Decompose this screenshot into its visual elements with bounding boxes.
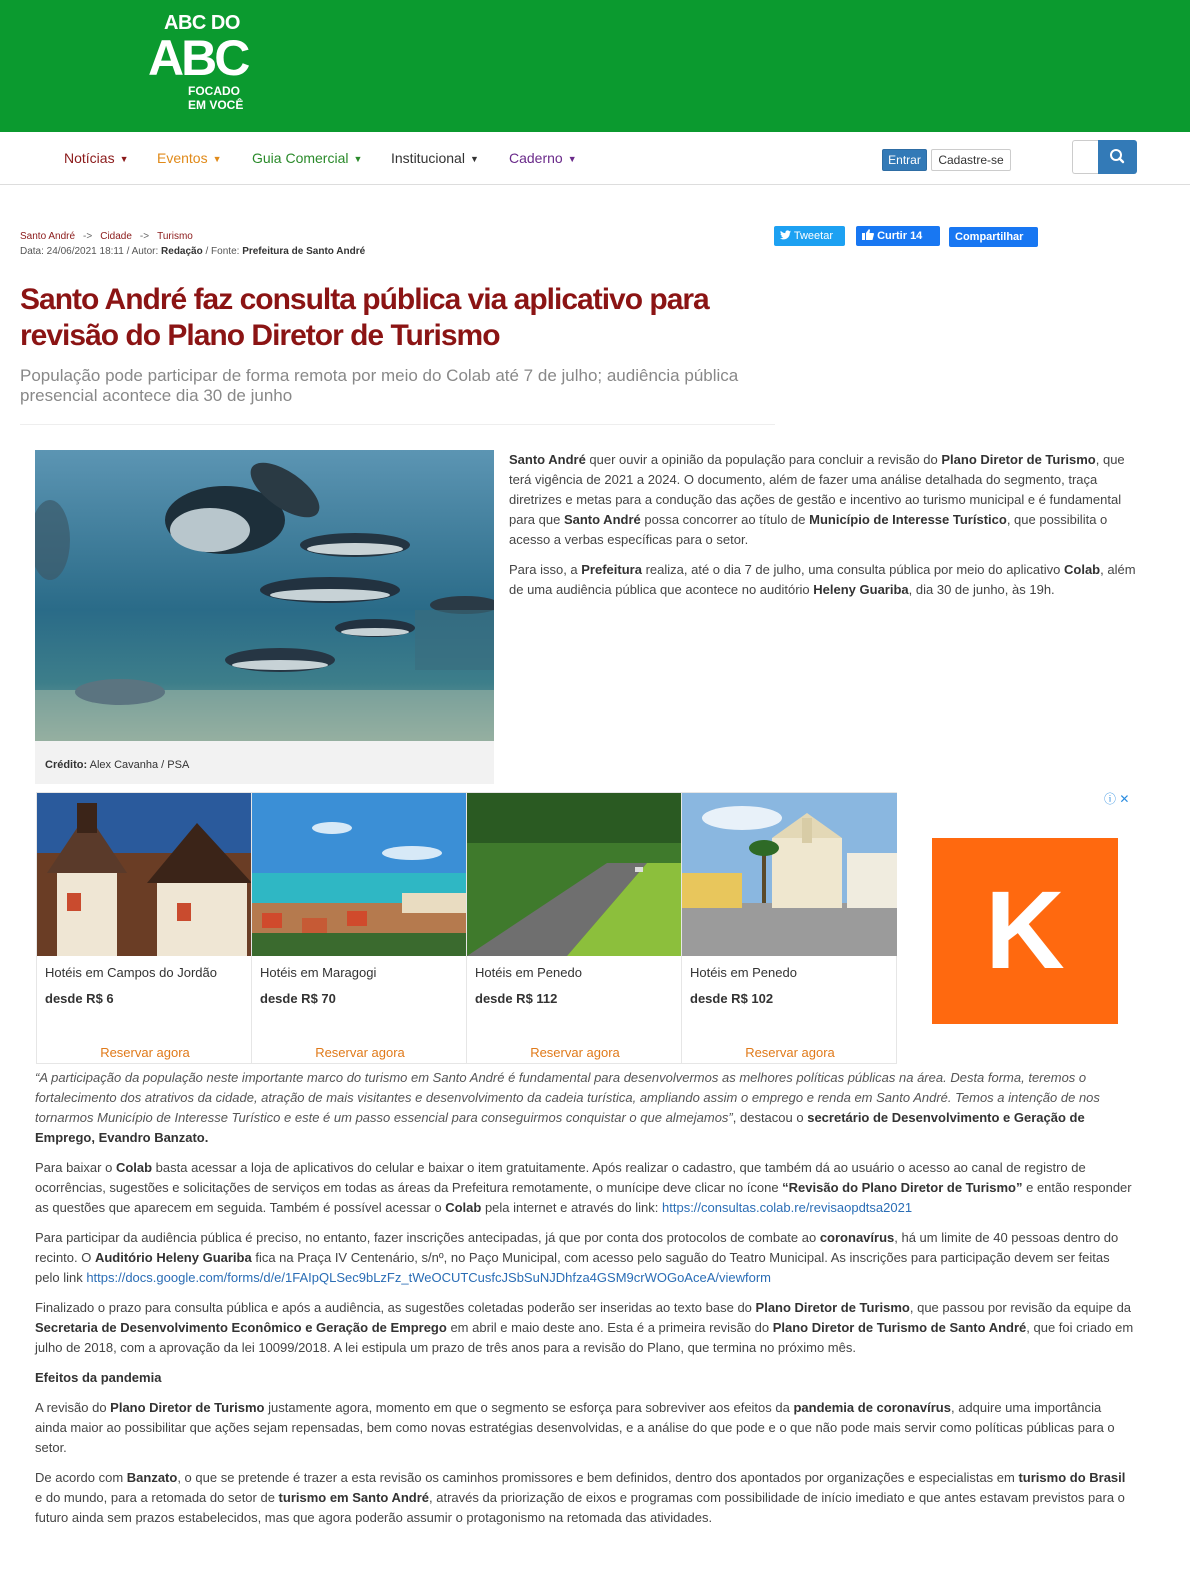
- ad-price: desde R$ 70: [260, 991, 336, 1006]
- text: De acordo com: [35, 1470, 127, 1485]
- book-now-link[interactable]: Reservar agora: [315, 1045, 405, 1060]
- text: Para isso, a: [509, 562, 582, 577]
- paragraph: [35, 1468, 1135, 1528]
- paragraph: [35, 1228, 1135, 1288]
- photo-credit: [45, 759, 189, 771]
- breadcrumb-item[interactable]: Cidade: [100, 231, 132, 242]
- bold-text: “Revisão do Plano Diretor de Turismo”: [782, 1180, 1023, 1195]
- tweet-label: Tweetar: [793, 230, 833, 242]
- article-subtitle: População pode participar de forma remota por meio do Colab até 7 de julho; audiência pública presencial acontece dia 30 de junho: [20, 366, 739, 405]
- text: em abril e maio deste ano. Esta é a primeira revisão do: [446, 1320, 773, 1335]
- ad-image: [467, 793, 682, 956]
- bold-text: Auditório Heleny Guariba: [94, 1250, 252, 1265]
- text: , que possibilita o acesso a verbas específicas para o setor.: [509, 512, 1108, 547]
- bold-text: coronavírus: [819, 1230, 895, 1245]
- bold-text: Plano Diretor de Turismo de Santo André: [772, 1320, 1027, 1335]
- breadcrumb-separator: ->: [83, 231, 93, 242]
- paragraph: [35, 1398, 1135, 1458]
- ad-hotel-name: Hotéis em Penedo: [475, 965, 582, 980]
- text: justamente agora, momento em que o segmento se esforça para sobreviver aos efeitos da: [264, 1400, 794, 1415]
- nav-label: Eventos: [157, 150, 208, 166]
- bold-text: Heleny Guariba: [813, 582, 909, 597]
- breadcrumb-item[interactable]: Santo André: [20, 231, 76, 242]
- bold-text: secretário de Desenvolvimento e Geração de Emprego, Evandro Banzato.: [35, 1110, 1085, 1145]
- text: Finalizado o prazo para consulta pública e após a audiência, as sugestões coletadas poderão ser inseridas ao texto base do: [35, 1300, 756, 1315]
- text: quer ouvir a opinião da população para concluir a revisão do: [585, 452, 942, 467]
- bold-text: Colab: [115, 1160, 153, 1175]
- paragraph: [35, 1068, 1135, 1148]
- search-button[interactable]: [1098, 140, 1137, 174]
- ad-card[interactable]: [36, 792, 252, 1064]
- paragraph: [509, 450, 1137, 550]
- article-author: Redação: [161, 246, 203, 257]
- search-input[interactable]: [1072, 140, 1100, 174]
- facebook-share-button[interactable]: [949, 227, 1038, 247]
- nav-label: Guia Comercial: [252, 150, 349, 166]
- bold-text: turismo em Santo André: [278, 1490, 430, 1505]
- text: , destacou o: [732, 1110, 808, 1125]
- breadcrumb-item[interactable]: Turismo: [157, 231, 193, 242]
- paragraph: [35, 1298, 1135, 1358]
- bold-text: pandemia de coronavírus: [793, 1400, 951, 1415]
- text: Para participar da audiência pública é preciso, no entanto, fazer inscrições antecipadas, já que por conta dos protocolos de combate ao: [35, 1230, 820, 1245]
- ad-card[interactable]: [681, 792, 897, 1064]
- article-body: [35, 1068, 1135, 1538]
- site-header: [0, 0, 1190, 132]
- article-intro: [509, 450, 1137, 610]
- text: , que terá vigência de 2021 a 2024. O documento, além de fazer uma análise detalhada do segmento, traça diretrizes e metas para a condução das ações de gestão e incentivo ao turismo municipal e é fundamental para que: [509, 452, 1125, 527]
- twitter-icon: [780, 230, 791, 240]
- logo-line2: ABC: [148, 30, 248, 86]
- nav-label: Notícias: [64, 150, 115, 166]
- credit-text: Alex Cavanha / PSA: [87, 759, 190, 771]
- facebook-like-button[interactable]: [856, 226, 940, 246]
- ad-image: [252, 793, 467, 956]
- share-label: Compartilhar: [955, 231, 1024, 243]
- nav-item-institucional[interactable]: [391, 150, 479, 166]
- article-date: Data: 24/06/2021 18:11 / Autor:: [20, 246, 162, 257]
- bold-text: Santo André: [509, 452, 586, 467]
- paragraph: [35, 1158, 1135, 1218]
- nav-label: Institucional: [391, 150, 465, 166]
- bold-text: Colab: [1064, 562, 1101, 577]
- text: , há um limite de 40 pessoas dentro do recinto. O: [35, 1230, 1119, 1265]
- ad-hotel-name: Hotéis em Campos do Jordão: [45, 965, 217, 980]
- quote-text: “A participação da população neste importante marco do turismo em Santo André é fundamental para desenvolvermos as melhores políticas públicas na área. Desta forma, teremos o fortalecimento dos atrativos da cidade, atração de mais visitantes e desenvolvimento da cadeia turística, ampliando assim o emprego e renda em Santo André. Temos a intenção de nos tornarmos Município de Interesse Turístico e este é um passo essencial para conseguirmos conquistar o que almejamos”: [35, 1070, 1100, 1125]
- book-now-link[interactable]: Reservar agora: [745, 1045, 835, 1060]
- signup-button[interactable]: Cadastre-se: [931, 149, 1011, 171]
- text: basta acessar a loja de aplicativos do celular e baixar o item gratuitamente. Após realizar o cadastro, que também dá ao usuário o acesso ao canal de registro de ocorrências, sugestões e solicitações de serviços em todas as áreas da Prefeitura remotamente, o munícipe deve clicar no ícone: [35, 1160, 1086, 1195]
- article-photo[interactable]: [35, 450, 494, 741]
- ad-image: [682, 793, 897, 956]
- bold-text: Prefeitura: [581, 562, 642, 577]
- nav-item-noticias[interactable]: [64, 150, 129, 166]
- chevron-down-icon: ▼: [119, 154, 129, 165]
- bold-text: Plano Diretor de Turismo: [755, 1300, 910, 1315]
- link[interactable]: https://docs.google.com/forms/d/e/1FAIpQLSec9bLzFz_tWeOCUTCusfcJSbSuNJDhfza4GSM9crWOGoAceA/viewform: [86, 1270, 771, 1285]
- bold-text: Colab: [445, 1200, 482, 1215]
- divider: [20, 424, 775, 425]
- bold-text: turismo do Brasil: [1018, 1470, 1126, 1485]
- text: , adquire uma importância ainda maior ao possibilitar que ações sejam repensadas, bem como novas estratégias desenvolvidas, e a análise do que pode e o que não pode mais servir como políticas públicas para o setor.: [35, 1400, 1115, 1455]
- article-title: Santo André faz consulta pública via aplicativo para revisão do Plano Diretor de Turismo: [20, 283, 709, 352]
- ad-card[interactable]: [466, 792, 682, 1064]
- nav-label: Caderno: [509, 150, 563, 166]
- ad-card[interactable]: [251, 792, 467, 1064]
- text: fica na Praça IV Centenário, s/nº, no Paço Municipal, com acesso pelo saguão do Teatro Municipal. As inscrições para participação devem ser feitas pelo link: [35, 1250, 1110, 1285]
- like-label: Curtir 14: [877, 230, 923, 242]
- source-label: / Fonte:: [202, 246, 243, 257]
- kayak-logo[interactable]: K: [932, 838, 1118, 1024]
- book-now-link[interactable]: Reservar agora: [530, 1045, 620, 1060]
- chevron-down-icon: ▼: [567, 154, 577, 165]
- breadcrumb-separator: ->: [139, 231, 150, 242]
- bold-text: Plano Diretor de Turismo: [941, 452, 1096, 467]
- ad-info-icon[interactable]: ⓘ ✕: [1104, 792, 1130, 806]
- text: , que passou por revisão da equipe da: [909, 1300, 1132, 1315]
- text: , o que se pretende é trazer a esta revisão os caminhos promissores e bem definidos, dentro dos apontados por organizações e especialistas em: [177, 1470, 1019, 1485]
- section-heading: Efeitos da pandemia: [35, 1370, 162, 1385]
- link[interactable]: https://consultas.colab.re/revisaopdtsa2021: [662, 1200, 913, 1215]
- bold-text: Secretaria de Desenvolvimento Econômico e Geração de Emprego: [35, 1320, 447, 1335]
- article-meta: [20, 246, 365, 257]
- hotel-ad: [36, 792, 1136, 1064]
- bold-text: Banzato: [126, 1470, 178, 1485]
- chevron-down-icon: ▼: [353, 154, 363, 165]
- logo-line1: ABC DO: [164, 12, 240, 34]
- text: , que foi criado em julho de 2018, com a aprovação da lei 10099/2018. A lei estipula um prazo de três anos para a revisão do Plano, que termina no próximo mês.: [35, 1320, 1134, 1355]
- text: , dia 30 de junho, às 19h.: [908, 582, 1055, 597]
- login-button[interactable]: Entrar: [882, 149, 927, 171]
- breadcrumb: [20, 231, 193, 242]
- text: pela internet e através do link:: [481, 1200, 663, 1215]
- credit-label: Crédito:: [45, 759, 88, 771]
- ad-hotel-name: Hotéis em Penedo: [690, 965, 797, 980]
- text: realiza, até o dia 7 de julho, uma consulta pública por meio do aplicativo: [641, 562, 1064, 577]
- site-logo[interactable]: [148, 8, 268, 120]
- ad-hotel-name: Hotéis em Maragogi: [260, 965, 377, 980]
- bold-text: Plano Diretor de Turismo: [110, 1400, 265, 1415]
- tweet-button[interactable]: [774, 226, 845, 246]
- text: A revisão do: [35, 1400, 111, 1415]
- nav-item-caderno[interactable]: [509, 150, 577, 166]
- text: e do mundo, para a retomada do setor de: [35, 1490, 279, 1505]
- bold-text: Santo André: [563, 512, 641, 527]
- paragraph: [509, 560, 1137, 600]
- article-source: Prefeitura de Santo André: [242, 246, 366, 257]
- chevron-down-icon: ▼: [212, 154, 222, 165]
- ad-price: desde R$ 102: [690, 991, 774, 1006]
- text: Para baixar o: [35, 1160, 116, 1175]
- nav-item-eventos[interactable]: [157, 150, 222, 166]
- ad-image: [37, 793, 252, 956]
- search-icon: [1098, 140, 1137, 174]
- ad-price: desde R$ 112: [475, 991, 558, 1006]
- text: possa concorrer ao título de: [640, 512, 810, 527]
- penguins-underwater-image: [35, 450, 494, 741]
- nav-item-guia-comercial[interactable]: [252, 150, 362, 166]
- chevron-down-icon: ▼: [469, 154, 479, 165]
- text: e então responder as questões que aparecem em seguida. Também é possível acessar o: [35, 1180, 1132, 1215]
- bold-text: Município de Interesse Turístico: [809, 512, 1007, 527]
- book-now-link[interactable]: Reservar agora: [100, 1045, 190, 1060]
- thumbs-up-icon: [862, 229, 874, 240]
- ad-price: desde R$ 6: [45, 991, 114, 1006]
- text: , através da priorização de eixos e programas com possibilidade de início imediato e que antes estavam previstos para o futuro ainda sem prazos estabelecidos, mas que agora poderão assumir o protagonismo na retomada das atividades.: [35, 1490, 1125, 1525]
- logo-tagline: FOCADO EM VOCÊ: [188, 84, 244, 112]
- text: , além de uma audiência pública que acontece no auditório: [509, 562, 1136, 597]
